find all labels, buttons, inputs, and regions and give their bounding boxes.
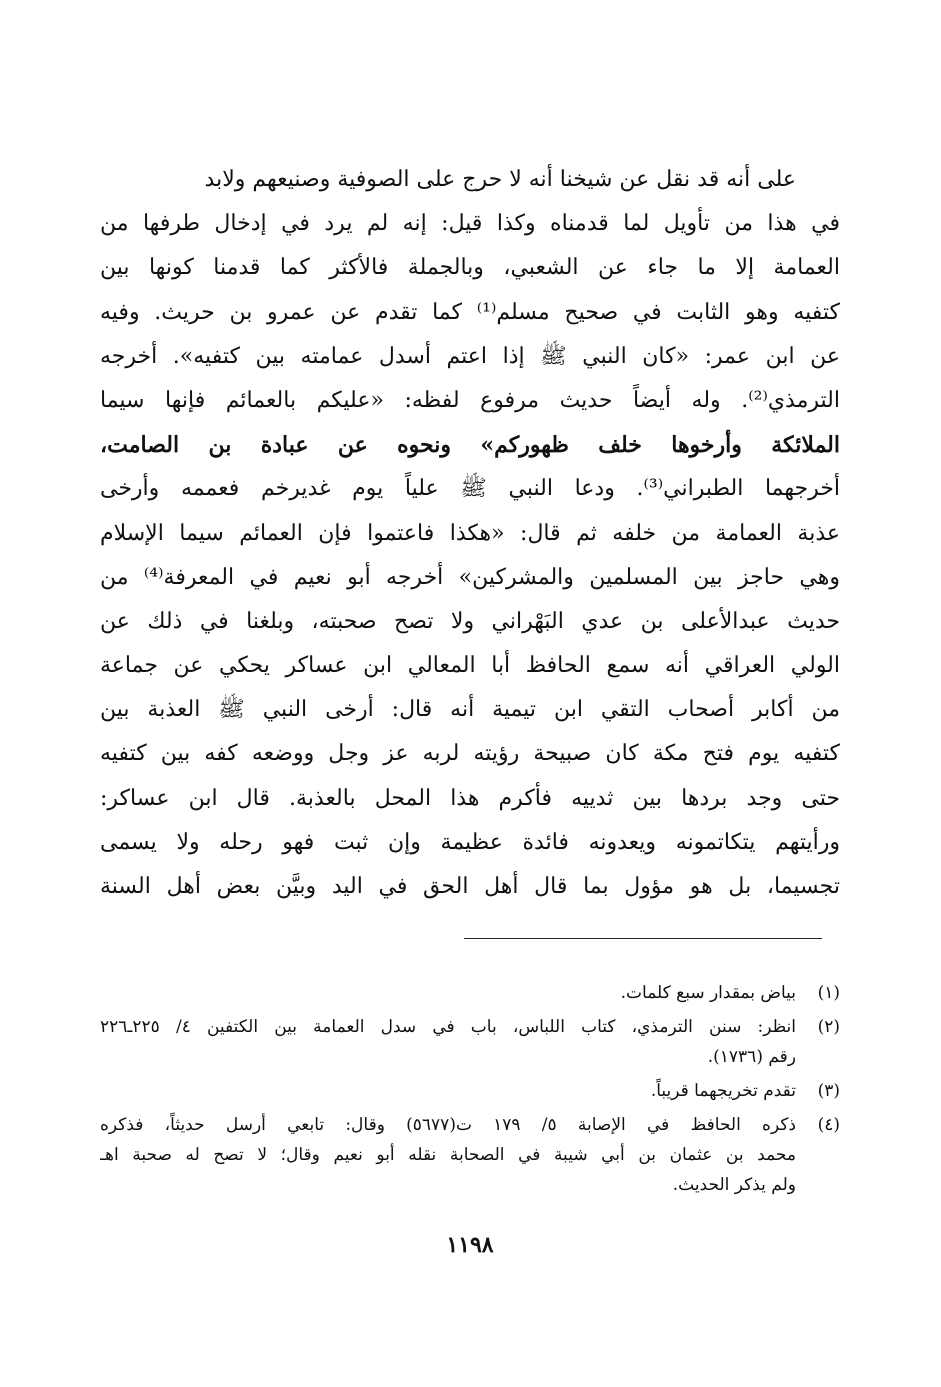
footnotes [100, 978, 840, 1204]
text-line: على أنه قد نقل عن شيخنا أنه لا حرج على الصوفية وصنيعهم ولابد [204, 167, 796, 192]
footnote-number: (٢) [817, 1017, 840, 1037]
footnote-divider [464, 938, 822, 939]
text-line: عذبة العمامة من خلفه ثم قال: «هكذا فاعتموا فإن العمائم سيما الإسلام [100, 520, 840, 546]
text-line: عن ابن عمر: «كان النبي ﷺ إذا اعتم أسدل عمامته بين كتفيه». أخرجه [100, 343, 840, 369]
footnote-line: انظر: سنن الترمذي، كتاب اللباس، باب في سدل العمامة بين الكتفين ٤/ ٢٢٥ـ٢٢٦ [100, 1017, 796, 1037]
text-line: من أكابر أصحاب التقي ابن تيمية أنه قال: أرخى النبي ﷺ العذبة بين [100, 697, 840, 723]
footnote-number: (١) [817, 983, 840, 1003]
footnote-3 [100, 1076, 840, 1106]
text-line: حتى وجد بردها بين ثدييه فأكرم هذا المحل بالعذبة. قال ابن عساكر: [100, 785, 840, 811]
text-line: الولي العراقي أنه سمع الحافظ أبا المعالي ابن عساكر يحكي عن جماعة [100, 653, 840, 679]
footnote-line: بياض بمقدار سبع كلمات. [620, 983, 796, 1003]
text-line: أخرجهما الطبراني⁽³⁾. ودعا النبي ﷺ علياً يوم غديرخم فعممه وأرخى [100, 476, 840, 502]
text-line: في هذا من تأويل لما قدمناه وكذا قيل: إنه لم يرد في إدخال طرفها من [100, 211, 840, 237]
footnote-number: (٤) [817, 1115, 840, 1135]
text-line: ورأيتهم يتكاتمونه ويعدونه فائدة عظيمة وإن ثبت فهو رحله ولا يسمى [100, 829, 840, 855]
footnote-line: رقم (١٧٣٦). [707, 1047, 796, 1067]
text-line: العمامة إلا ما جاء عن الشعبي، وبالجملة فالأكثر كما قدمنا كونها بين [100, 255, 840, 281]
text-line: كتفيه وهو الثابت في صحيح مسلم⁽¹⁾ كما تقدم عن عمرو بن حريث. وفيه [100, 299, 840, 325]
text-line: الترمذي⁽²⁾. وله أيضاً حديث مرفوع لفظه: «عليكم بالعمائم فإنها سيما [100, 387, 840, 413]
footnote-body [100, 978, 796, 1008]
text-line: الملائكة وأرخوها خلف ظهوركم» ونحوه عن عبادة بن الصامت، [100, 432, 840, 459]
footnote-body [100, 1110, 796, 1200]
text-line: وهي حاجز بين المسلمين والمشركين» أخرجه أبو نعيم في المعرفة⁽⁴⁾ من [100, 564, 840, 590]
footnote-number: (٣) [817, 1081, 840, 1101]
text-line: تجسيما، بل هو مؤول بما قال أهل الحق في اليد وبيَّن بعض أهل السنة [100, 874, 840, 899]
footnote-line: ذكره الحافظ في الإصابة ٥/ ١٧٩ ت(٥٦٧٧) وقال: تابعي أرسل حديثاً، فذكره [100, 1115, 796, 1135]
footnote-2 [100, 1012, 840, 1072]
footnote-line: ولم يذكر الحديث. [672, 1175, 796, 1195]
footnote-4 [100, 1110, 840, 1200]
text-line: حديث عبدالأعلى بن عدي البَهْراني ولا تصح صحبته، وبلغنا في ذلك عن [100, 608, 840, 634]
footnote-body [100, 1076, 796, 1106]
page-number: ١١٩٨ [446, 1232, 494, 1258]
footnote-line: محمد بن عثمان بن أبي شيبة في الصحابة نقله أبو نعيم وقال؛ لا تصح له صحبة اهـ [100, 1145, 796, 1165]
text-line: كتفيه يوم فتح مكة كان صبيحة رؤيته لربه عز وجل ووضعه كفه بين كتفيه [100, 741, 840, 767]
main-text-block [100, 158, 840, 909]
footnote-1 [100, 978, 840, 1008]
footnote-body [100, 1012, 796, 1072]
footnote-line: تقدم تخريجهما قريباً. [650, 1081, 796, 1101]
